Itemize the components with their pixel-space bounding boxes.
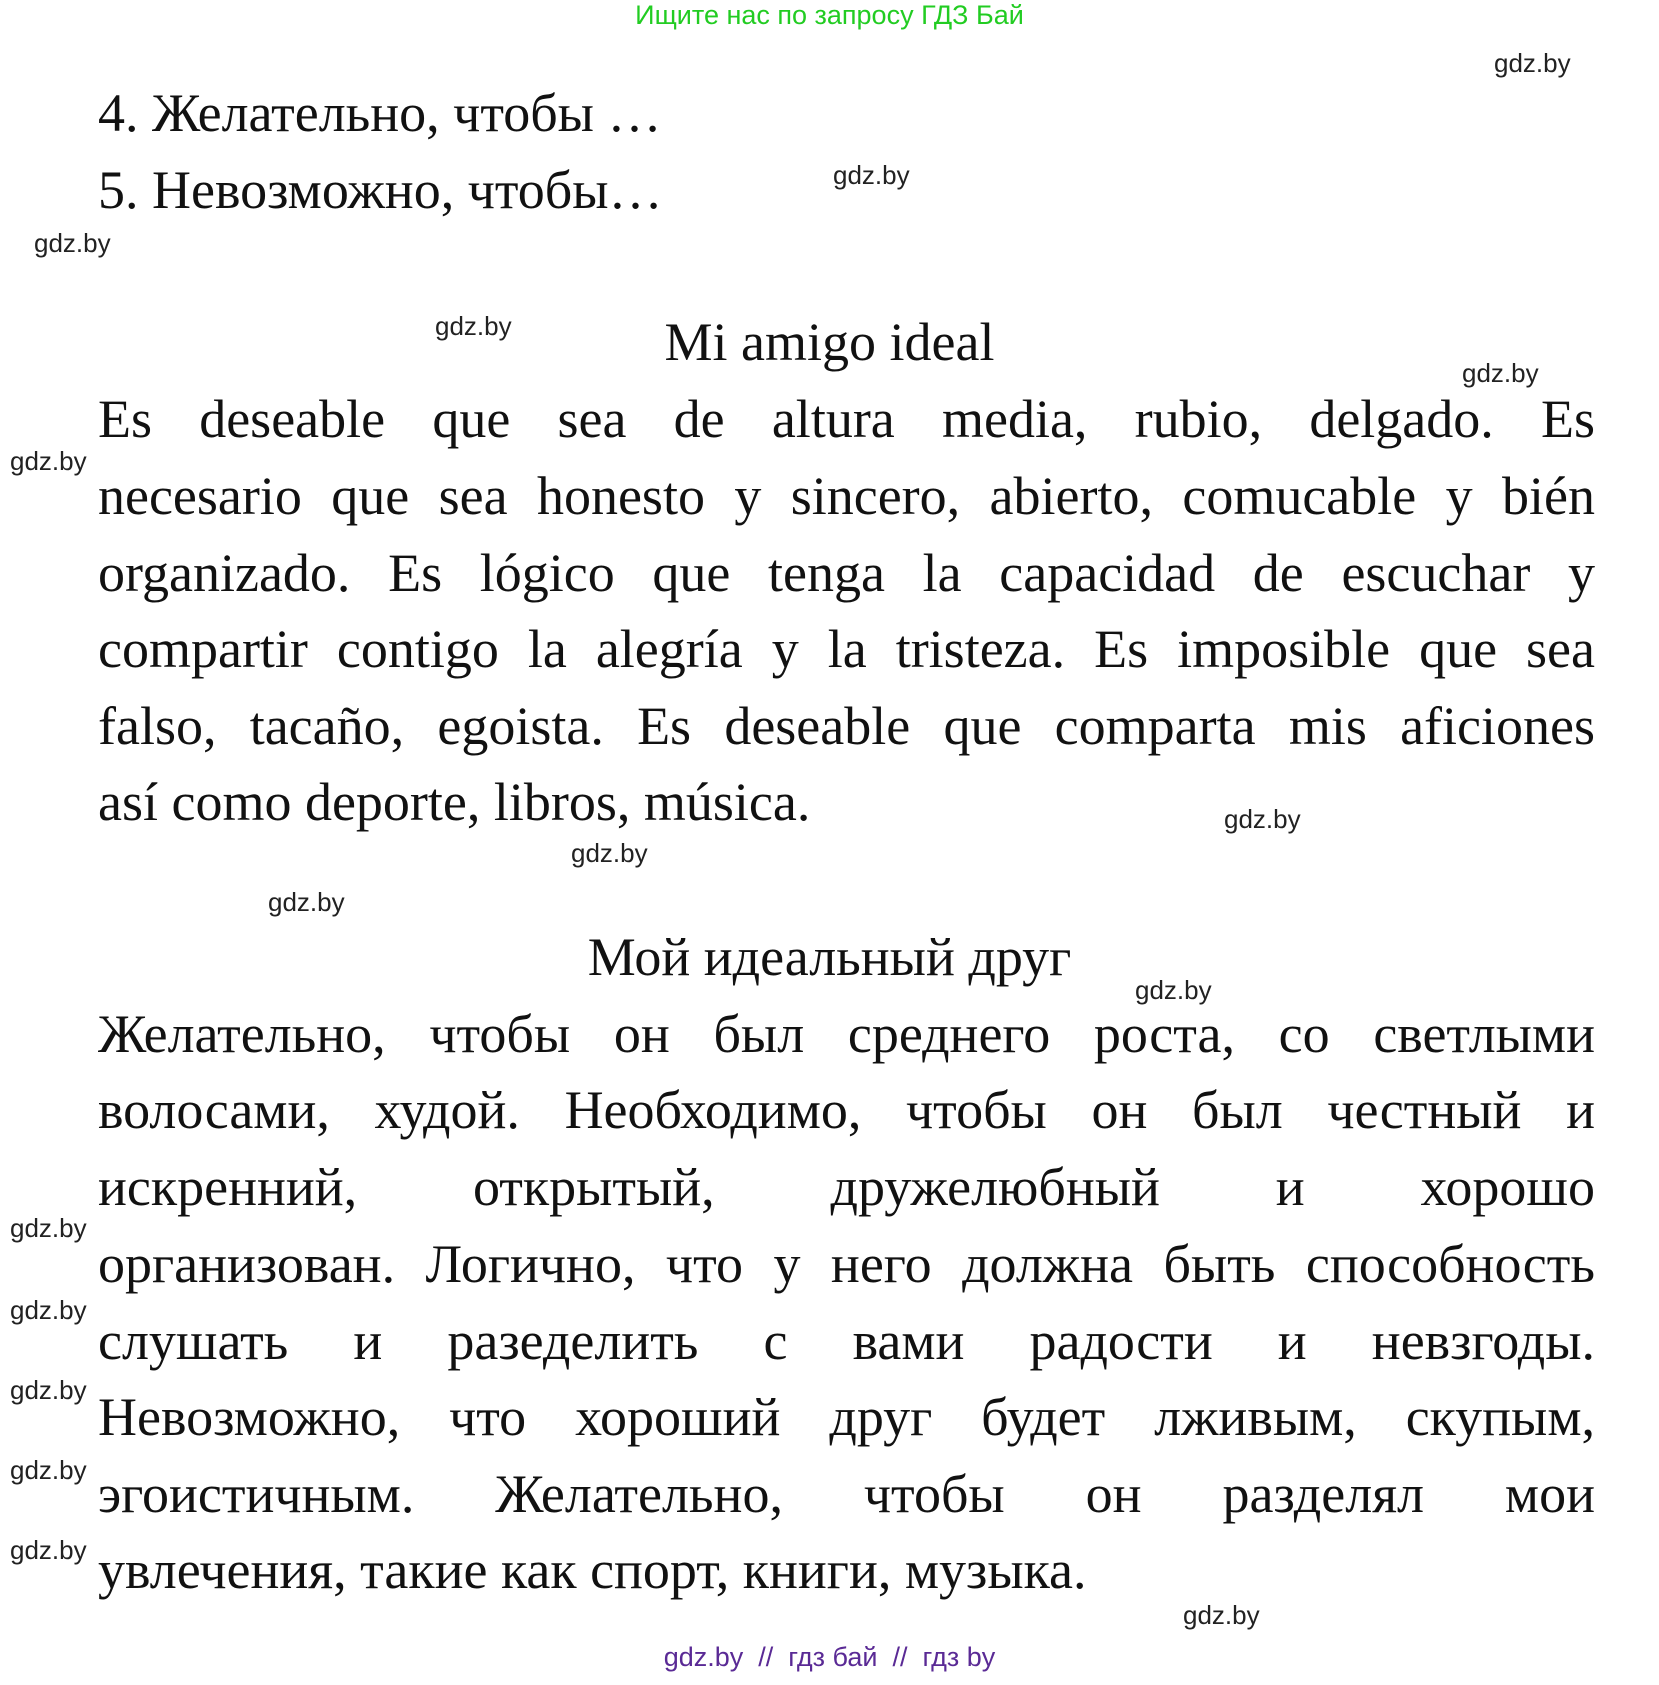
paragraph-line: así como deporte, libros, música. bbox=[98, 772, 811, 832]
watermark-text: gdz.by bbox=[571, 838, 648, 868]
watermark-text: gdz.by bbox=[268, 887, 345, 917]
prompt-item: 4. Желательно, чтобы … bbox=[98, 83, 662, 143]
watermark-text: gdz.by bbox=[34, 228, 111, 258]
prompt-item: 5. Невозможно, чтобы… bbox=[98, 160, 663, 220]
watermark-text: gdz.by bbox=[1462, 358, 1539, 388]
paragraph-line: организован. Логично, что у него должна быть способность bbox=[98, 1234, 1595, 1294]
watermark-text: gdz.by bbox=[10, 1455, 87, 1485]
watermark-text: gdz.by bbox=[10, 1295, 87, 1325]
paragraph-line: искренний, открытый, дружелюбный и хорошо bbox=[98, 1157, 1595, 1217]
paragraph-line: organizado. Es lógico que tenga la capacidad de escuchar y bbox=[98, 543, 1595, 603]
watermark-text: gdz.by bbox=[833, 160, 910, 190]
paragraph-line: falso, tacaño, egoista. Es deseable que comparta mis aficiones bbox=[98, 696, 1595, 756]
watermark-text: gdz.by bbox=[1135, 975, 1212, 1005]
watermark-text: gdz.by bbox=[10, 446, 87, 476]
paragraph-line: слушать и разеделить с вами радости и невзгоды. bbox=[98, 1311, 1595, 1371]
paragraph-line: Желательно, чтобы он был среднего роста, со светлыми bbox=[98, 1004, 1595, 1064]
watermark-text: gdz.by bbox=[10, 1213, 87, 1243]
search-banner: Ищите нас по запросу ГДЗ Бай bbox=[635, 0, 1024, 30]
footer-watermark: gdz.by // гдз бай // гдз by bbox=[663, 1642, 996, 1672]
section-title: Mi amigo ideal bbox=[664, 312, 995, 372]
watermark-text: gdz.by bbox=[1494, 48, 1571, 78]
paragraph-line: Невозможно, что хороший друг будет лживым, скупым, bbox=[98, 1387, 1595, 1447]
paragraph-line: compartir contigo la alegría y la tristeza. Es imposible que sea bbox=[98, 619, 1595, 679]
watermark-text: gdz.by bbox=[10, 1535, 87, 1565]
paragraph-line: Es deseable que sea de altura media, rubio, delgado. Es bbox=[98, 389, 1595, 449]
paragraph-line: волосами, худой. Необходимо, чтобы он был честный и bbox=[98, 1080, 1595, 1140]
watermark-text: gdz.by bbox=[1183, 1600, 1260, 1630]
paragraph-line: эгоистичным. Желательно, чтобы он разделял мои bbox=[98, 1464, 1595, 1524]
watermark-text: gdz.by bbox=[1224, 804, 1301, 834]
watermark-text: gdz.by bbox=[10, 1375, 87, 1405]
section-title: Мой идеальный друг bbox=[587, 927, 1072, 987]
watermark-text: gdz.by bbox=[435, 311, 512, 341]
paragraph-line: necesario que sea honesto y sincero, abierto, comucable y bién bbox=[98, 466, 1595, 526]
paragraph-line: увлечения, такие как спорт, книги, музыка. bbox=[98, 1540, 1087, 1600]
